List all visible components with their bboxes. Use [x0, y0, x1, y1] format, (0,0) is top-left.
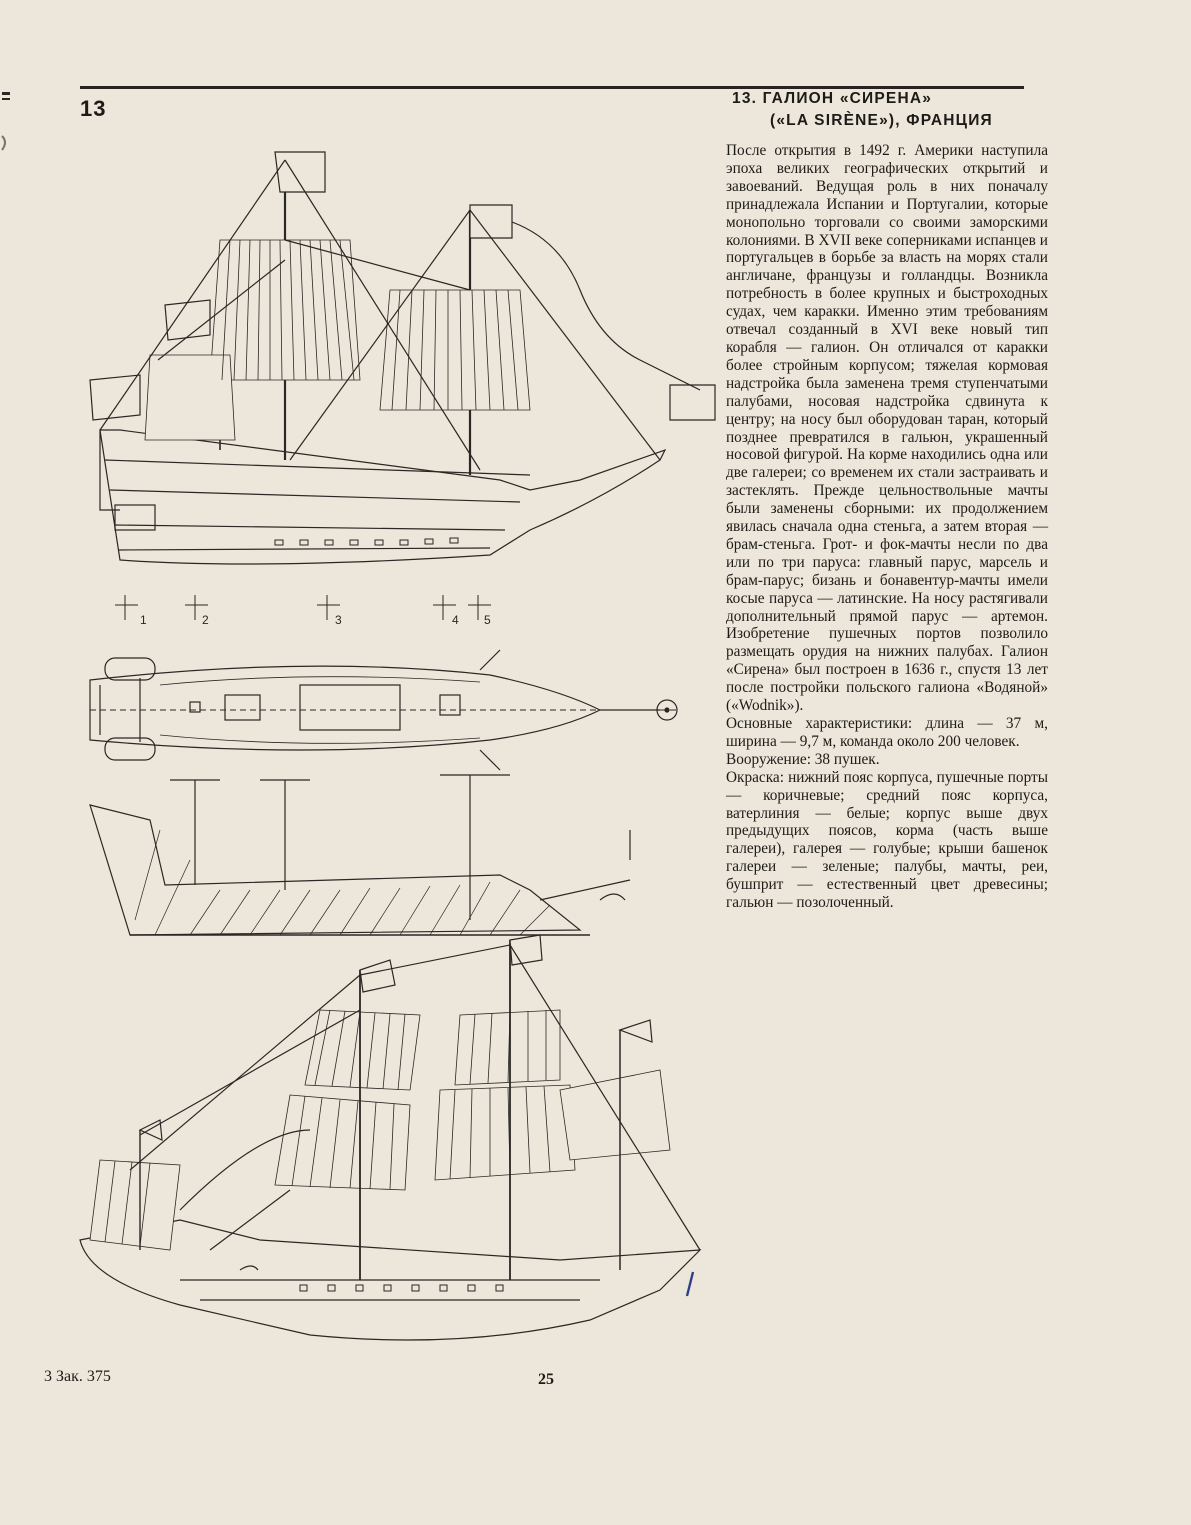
- paragraph-armament: Вооружение: 38 пушек.: [726, 750, 880, 768]
- ship-drawings: [60, 130, 720, 1370]
- mast-markers: [115, 595, 491, 620]
- pen-mark: [684, 1270, 696, 1300]
- margin-mark: [0, 86, 12, 171]
- side-view-drawing: [90, 152, 715, 564]
- footer-print-order: 3 Зак. 375: [44, 1368, 111, 1385]
- page-number: 25: [538, 1371, 554, 1388]
- deck-plan-drawing: [90, 650, 680, 770]
- mast-marker-1: 1: [140, 613, 147, 627]
- heading-line-2: («LA SIRÈNE»), ФРАНЦИЯ: [770, 112, 993, 129]
- paragraph-paint: Окраска: нижний пояс корпуса, пушечные порты — коричневые; средний пояс корпуса, ватерлиния — белые; корпус выше двух предыдущих поясов, корма (часть выше галереи), галерея — голубые; крыши башенок галереи — зеленые; палубы, мачты, реи, бушприт — естественный цвет древесины; гальюн — позолоченный.: [726, 768, 1048, 912]
- mast-marker-4: 4: [452, 613, 459, 627]
- article-heading: [732, 88, 1032, 132]
- perspective-drawing: [80, 935, 700, 1340]
- mast-marker-3: 3: [335, 613, 342, 627]
- plate-number: 13: [80, 96, 107, 121]
- section-drawing: [90, 775, 630, 935]
- article-body: [726, 142, 1048, 912]
- paragraph-history: После открытия в 1492 г. Америки наступила эпоха великих географических открытий и завоеваний. Ведущая роль в них поначалу принадлежала Испании и Португалии, которые монопольно торговали со своими заморскими колониями. В XVII веке соперниками испанцев и португальцев в борьбе за власть на морях стали англичане, французы и голландцы. Возникла потребность в более крупных и быстроходных судах, чем каракки. Именно этим требованиям отвечал созданный в XVI веке новый тип корабля — галион. Он отличался от каракки более стройным корпусом; тяжелая кормовая надстройка была заменена тремя ступенчатыми палубами, носовая надстройка сдвинута к центру; на носу был оборудован таран, который позднее превратился в гальюн, украшенный носовой фигурой. На корме находились одна или две галереи; со временем их стали застраивать и застеклять. Прежде цельноствольные мачты были заменены сборными: их продолжением явилась сначала одна стеньга, а затем вторая — брам-стеньга. Грот- и фок-мачты несли по два или по три паруса: главный парус, марсель и брам-парус; бизань и бонавентур-мачты имели косые паруса — латинские. На носу растягивали дополнительный прямой парус — артемон. Изобретение пушечных портов позволило размещать орудия на нижних палубах. Галион «Сирена» был построен в 1636 г., спустя 13 лет после постройки польского галиона «Водяной» («Wodnik»).: [726, 142, 1048, 715]
- paragraph-characteristics: Основные характеристики: длина — 37 м, ширина — 9,7 м, команда около 200 человек.: [726, 715, 1048, 750]
- mast-marker-5: 5: [484, 613, 491, 627]
- mast-marker-2: 2: [202, 613, 209, 627]
- heading-line-1: 13. ГАЛИОН «СИРЕНА»: [732, 90, 933, 107]
